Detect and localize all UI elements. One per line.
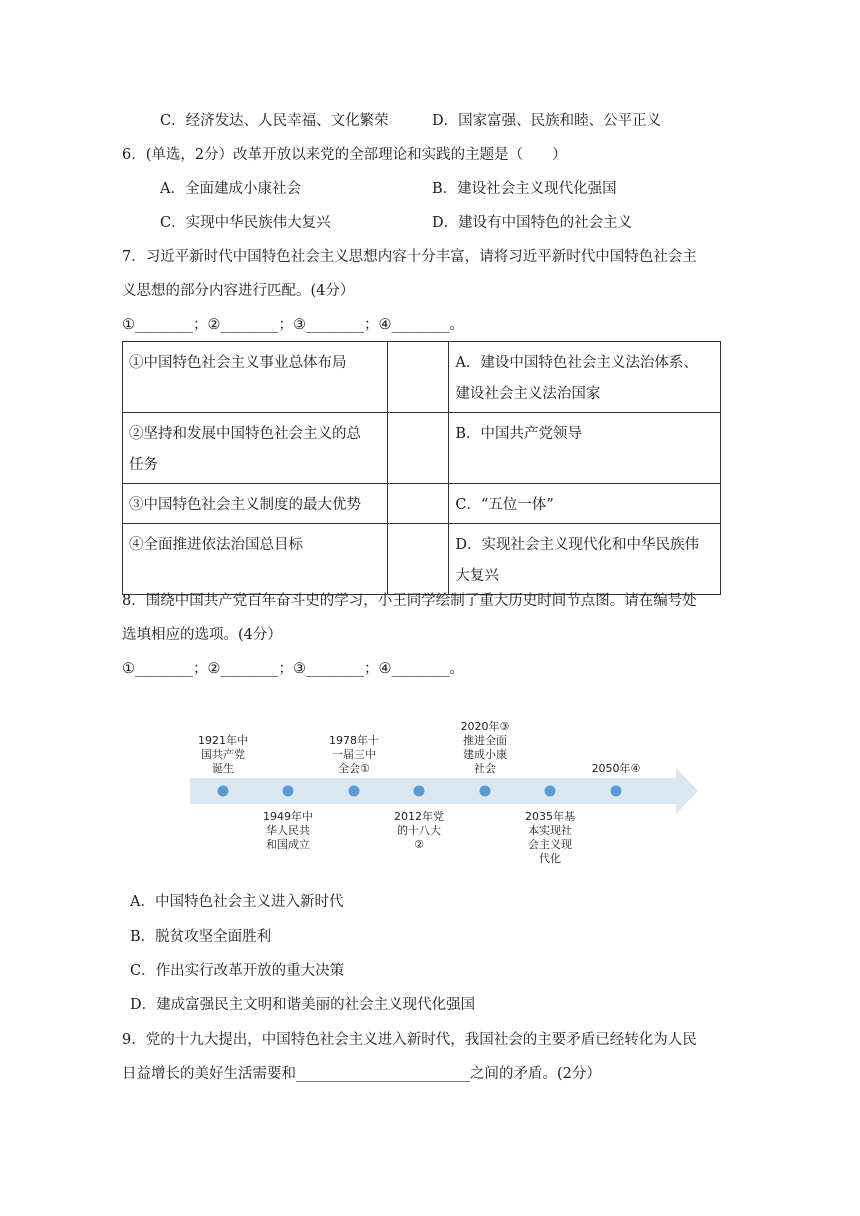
q7-matching-table [122, 341, 721, 595]
timeline-node-dot [611, 786, 622, 797]
table-cell-blank [387, 484, 449, 524]
table-row [123, 484, 721, 524]
timeline-top-label: 推进全面 [463, 734, 507, 747]
timeline-bottom-label: 本实现社 [528, 824, 572, 837]
timeline-bottom-label: 和国成立 [266, 838, 310, 851]
table-row [123, 413, 721, 484]
q9-line1: 9．党的十九大提出，中国特色社会主义进入新时代，我国社会的主要矛盾已经转化为人民 [122, 1032, 697, 1048]
table-cell-blank [387, 342, 449, 413]
timeline-bottom-label: 2012年党 [394, 810, 444, 823]
timeline-bottom-label: 1949年中 [263, 810, 313, 823]
q8-option-b: B．脱贫攻坚全面胜利 [130, 929, 272, 945]
timeline-top-label: 2020年③ [460, 720, 510, 733]
q8-stem-line2: 选填相应的选项。(4分） [122, 627, 282, 643]
timeline-top-label: 1978年十 [329, 734, 379, 747]
timeline-node-dot [218, 786, 229, 797]
table-cell-left: ③中国特色社会主义制度的最大优势 [123, 484, 388, 524]
table-row [123, 524, 721, 595]
table-cell-blank [387, 524, 449, 595]
table-cell-right: A．建设中国特色社会主义法治体系、 建设社会主义法治国家 [449, 342, 721, 413]
timeline-top-label: 1921年中 [198, 734, 248, 747]
timeline-bottom-label: 代化 [539, 852, 561, 865]
q6-stem: 6．(单选，2分）改革开放以来党的全部理论和实践的主题是（ ） [122, 147, 567, 163]
q6-option-d: D．建设有中国特色的社会主义 [432, 215, 633, 231]
timeline-top-label: 社会 [474, 762, 496, 775]
timeline-node-dot [545, 786, 556, 797]
q8-stem-line1: 8．围绕中国共产党百年奋斗史的学习，小王同学绘制了重大历史时间节点图。请在编号处 [122, 593, 697, 609]
timeline-bottom-label: ② [414, 838, 424, 851]
q5-option-d: D．国家富强、民族和睦、公平正义 [432, 113, 662, 129]
table-cell-right: B．中国共产党领导 [449, 413, 721, 484]
table-cell-left: ①中国特色社会主义事业总体布局 [123, 342, 388, 413]
timeline-top-label: 诞生 [212, 762, 234, 775]
timeline-top-label: 建成小康 [463, 748, 507, 761]
timeline-bottom-label: 2035年基 [525, 810, 575, 823]
timeline-top-label: 2050年④ [591, 762, 641, 775]
table-row [123, 342, 721, 413]
q7-stem-line2: 义思想的部分内容进行匹配。(4分） [122, 283, 355, 299]
timeline-node-dot [414, 786, 425, 797]
timeline-top-label: 国共产党 [201, 748, 245, 761]
timeline-top-label: 一届三中 [332, 748, 376, 761]
q8-option-a: A．中国特色社会主义进入新时代 [130, 894, 344, 910]
timeline-node-dot [480, 786, 491, 797]
table-cell-right: C．“五位一体” [449, 484, 721, 524]
q8-option-d: D．建成富强民主文明和谐美丽的社会主义现代化强国 [130, 997, 476, 1013]
timeline-node-dot [283, 786, 294, 797]
timeline-node-dot [349, 786, 360, 797]
q5-option-c: C．经济发达、人民幸福、文化繁荣 [160, 113, 389, 129]
q6-option-a: A．全面建成小康社会 [160, 181, 301, 197]
q7-stem-line1: 7．习近平新时代中国特色社会主义思想内容十分丰富，请将习近平新时代中国特色社会主 [122, 249, 697, 265]
q6-option-c: C．实现中华民族伟大复兴 [160, 215, 331, 231]
q8-option-c: C．作出实行改革开放的重大决策 [130, 963, 345, 979]
timeline-top-label: 全会① [338, 762, 370, 775]
table-cell-left: ②坚持和发展中国特色社会主义的总 任务 [123, 413, 388, 484]
timeline-bottom-label: 华人民共 [266, 824, 310, 837]
q7-answer-blanks[interactable]: ①________；②________；③________；④________。 [122, 317, 464, 333]
history-timeline-diagram [182, 706, 702, 874]
q6-option-b: B．建设社会主义现代化强国 [432, 181, 617, 197]
q9-line2[interactable]: 日益增长的美好生活需要和________________________之间的矛盾。(2分） [122, 1066, 601, 1082]
timeline-bottom-label: 会主义现 [528, 838, 572, 851]
table-cell-left: ④全面推进依法治国总目标 [123, 524, 388, 595]
table-cell-right: D．实现社会主义现代化和中华民族伟 大复兴 [449, 524, 721, 595]
timeline-bottom-label: 的十八大 [397, 824, 441, 837]
q8-answer-blanks[interactable]: ①________；②________；③________；④________。 [122, 661, 464, 677]
table-cell-blank [387, 413, 449, 484]
